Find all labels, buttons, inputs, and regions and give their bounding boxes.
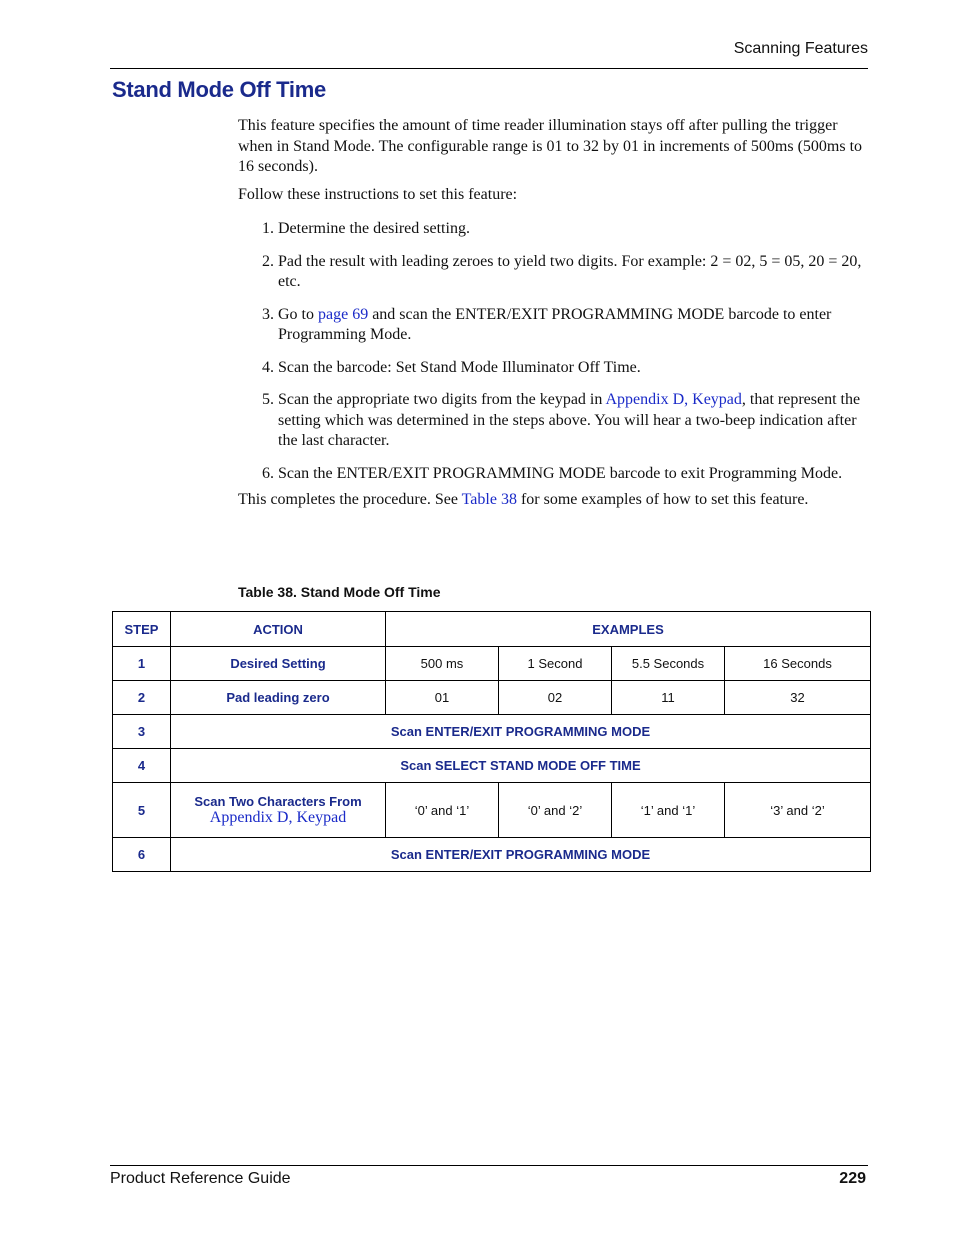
table-38-link[interactable]: Table 38 [461,491,517,508]
footer-rule [110,1165,868,1166]
header-step: STEP [113,612,171,647]
instruction-list [238,219,868,484]
row2-example-1: 01 [386,681,499,715]
appendix-d-link[interactable]: Appendix D, Keypad [605,391,742,408]
step-4-text: Scan the barcode: Set Stand Mode Illuminator Off Time. [278,358,641,376]
step-6-text: Scan the ENTER/EXIT PROGRAMMING MODE barcode to exit Programming Mode. [278,464,843,482]
row5-appendix-link[interactable]: Appendix D, Keypad [209,808,347,826]
examples-table [112,611,871,872]
step-3-post: and scan the ENTER/EXIT PROGRAMMING MODE barcode to enter Programming Mode. [278,305,832,343]
row5-example-1: ‘0’ and ‘1’ [386,783,499,838]
step-1-text: Determine the desired setting. [278,220,470,237]
row2-example-3: 11 [612,681,725,715]
table-header-row [113,612,871,647]
step-3-pre: Go to [278,305,318,323]
header-examples: EXAMPLES [386,612,871,647]
row2-example-2: 02 [499,681,612,715]
row1-example-4: 16 Seconds [725,647,871,681]
row4-action: Scan SELECT STAND MODE OFF TIME [171,749,871,783]
header-action: ACTION [171,612,386,647]
row3-step: 3 [113,715,171,749]
page-69-link[interactable]: page 69 [318,305,369,323]
intro-paragraph: This feature specifies the amount of time reader illumination stays off after pulling the trigger when in Stand Mode. The configurable range is 01 to 32 by 01 in increments of 500ms (500ms to 16 seconds). [238,117,863,175]
row5-example-2: ‘0’ and ‘2’ [499,783,612,838]
completes-post: for some examples of how to set this feature. [516,491,809,508]
list-item [278,219,868,240]
header-rule [110,68,868,69]
row1-example-3: 5.5 Seconds [612,647,725,681]
list-item [278,305,868,346]
step-5-post: , that represent the setting which was determined in the steps above. You will hear a two-beep indication after the last character. [278,391,861,449]
row3-action: Scan ENTER/EXIT PROGRAMMING MODE [171,715,871,749]
row5-action-cell [171,783,386,838]
completes-paragraph [238,490,868,511]
row2-step: 2 [113,681,171,715]
table-caption: Table 38. Stand Mode Off Time [238,584,441,600]
row2-example-4: 32 [725,681,871,715]
follow-paragraph: Follow these instructions to set this feature: [238,185,518,203]
table-row [113,715,871,749]
row1-example-2: 1 Second [499,647,612,681]
table-row [113,783,871,838]
row2-action: Pad leading zero [171,681,386,715]
row5-action: Scan Two Characters From [194,793,362,809]
table-row [113,838,871,872]
step-2-text: Pad the result with leading zeroes to yield two digits. For example: 2 = 02, 5 = 05, 20 = 20, etc. [278,252,862,290]
table-row [113,749,871,783]
page-number: 229 [839,1170,866,1187]
row1-action: Desired Setting [171,647,386,681]
row4-step: 4 [113,749,171,783]
table-row [113,681,871,715]
list-item [278,358,868,379]
row6-action: Scan ENTER/EXIT PROGRAMMING MODE [171,838,871,872]
body-text [238,116,868,518]
row5-example-3: ‘1’ and ‘1’ [612,783,725,838]
page-title: Stand Mode Off Time [112,77,326,102]
step-5-pre: Scan the appropriate two digits from the keypad in [278,391,606,408]
list-item [278,252,868,293]
list-item [278,390,868,452]
table-row [113,647,871,681]
row1-step: 1 [113,647,171,681]
list-item [278,464,868,485]
row1-example-1: 500 ms [386,647,499,681]
footer-title: Product Reference Guide [110,1170,291,1187]
row5-step: 5 [113,783,171,838]
completes-pre: This completes the procedure. See [238,491,462,508]
row5-example-4: ‘3’ and ‘2’ [725,783,871,838]
row6-step: 6 [113,838,171,872]
running-header: Scanning Features [733,40,868,57]
